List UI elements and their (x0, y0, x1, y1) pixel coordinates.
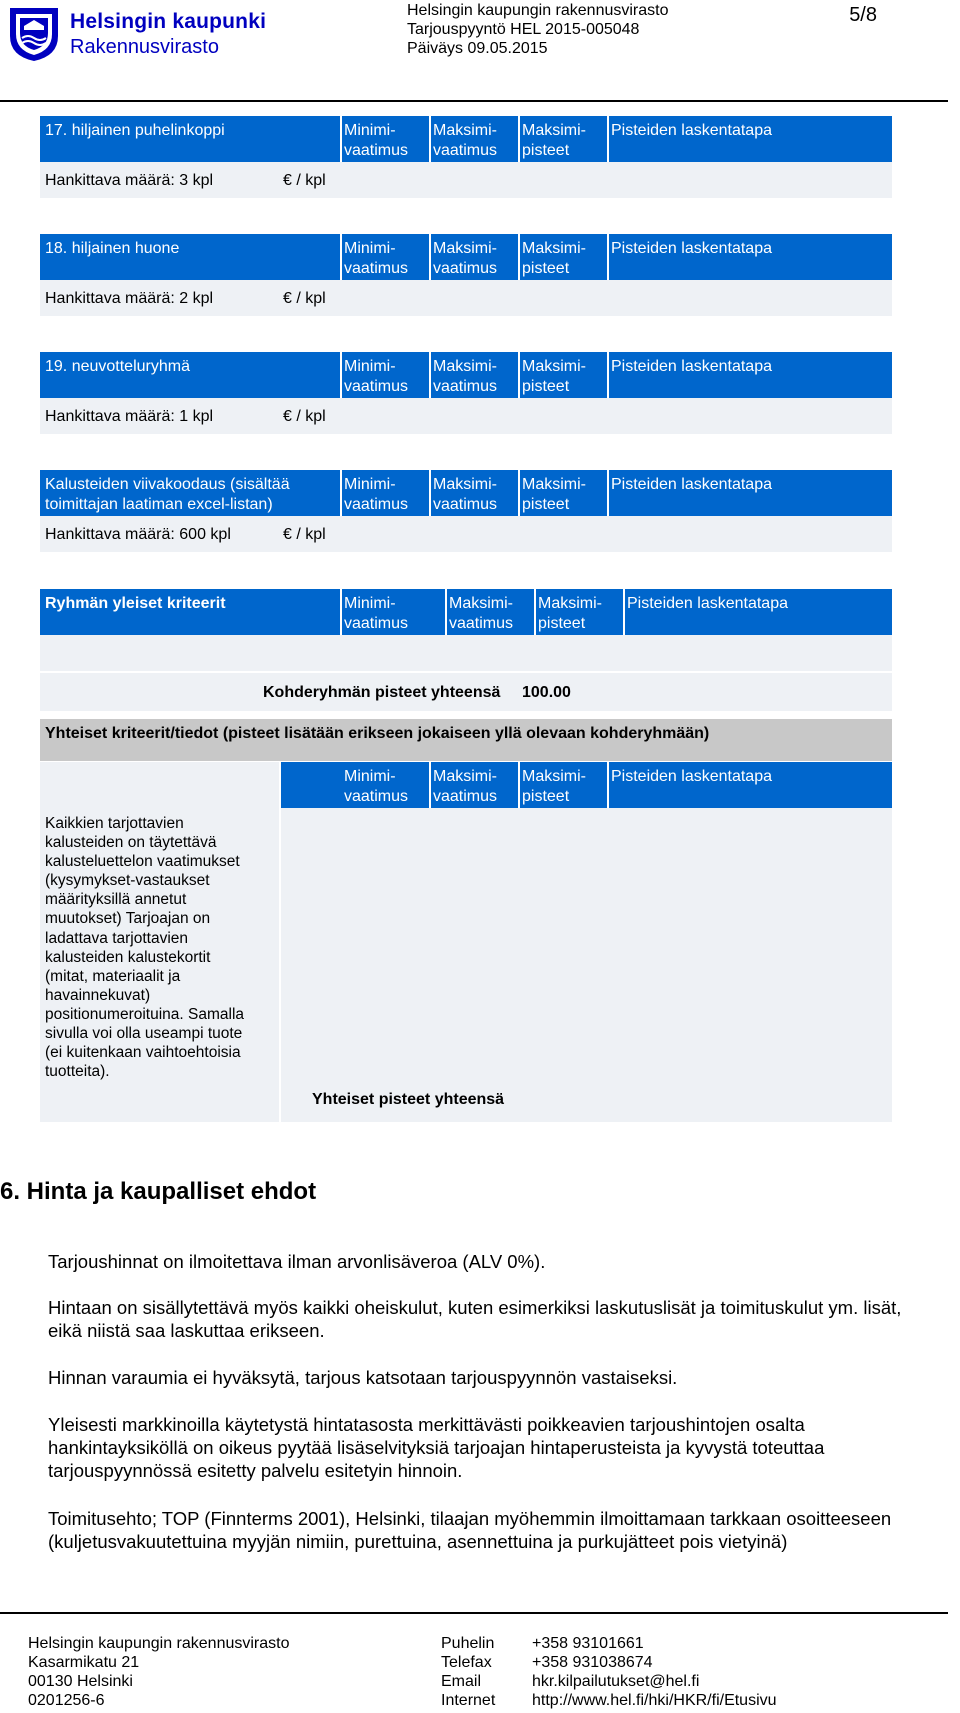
item-qty-row (40, 398, 892, 434)
footer-email-link[interactable]: hkr.kilpailutukset@hel.fi (532, 1673, 700, 1690)
item-header-row (40, 352, 892, 398)
max-points-header: Maksimi- pisteet (522, 476, 586, 513)
group-criteria-title: Ryhmän yleiset kriteerit (45, 595, 226, 612)
item-unit: € / kpl (283, 290, 326, 307)
header-reference: Tarjouspyyntö HEL 2015-005048 (407, 21, 640, 38)
scoring-method-header: Pisteiden laskentatapa (611, 240, 772, 257)
item-table-19 (40, 352, 892, 434)
item-qty-row (40, 280, 892, 316)
scoring-method-header: Pisteiden laskentatapa (611, 358, 772, 375)
group-criteria-header-row (40, 589, 892, 635)
item-quantity: Hankittava määrä: 1 kpl (45, 408, 214, 425)
paragraph-reservations: Hinnan varaumia ei hyväksytä, tarjous katsotaan tarjouspyynnön vastaiseksi. (48, 1367, 678, 1388)
group-criteria-table (40, 589, 892, 711)
max-points-header: Maksimi- pisteet (538, 595, 602, 632)
group-total-value: 100.00 (522, 684, 571, 701)
max-points-header: Maksimi- pisteet (522, 768, 586, 805)
logo-department: Rakennusvirasto (70, 36, 219, 58)
scoring-method-header: Pisteiden laskentatapa (611, 122, 772, 139)
item-header-row (40, 470, 892, 516)
item-title: 18. hiljainen huone (45, 240, 180, 257)
max-points-header: Maksimi- pisteet (522, 240, 586, 277)
paragraph-extra-costs: Hintaan on sisällytettävä myös kaikki oheiskulut, kuten esimerkiksi laskutuslisät ja toimituskulut ym. lisät, eikä niistä saa laskuttaa erikseen. (48, 1297, 902, 1341)
footer-fax: +358 931038674 (532, 1654, 653, 1671)
item-quantity: Hankittava määrä: 3 kpl (45, 172, 214, 189)
min-req-header: Minimi- vaatimus (344, 358, 409, 395)
common-criteria-header-row (279, 762, 892, 808)
item-unit: € / kpl (283, 526, 326, 543)
footer-website-link[interactable]: http://www.hel.fi/hki/HKR/fi/Etusivu (532, 1692, 777, 1709)
min-req-header: Minimi- vaatimus (344, 122, 409, 159)
common-criteria-description: Kaikkien tarjottavien kalusteiden on täytettävä kalusteluettelon vaatimukset (kysymykset-vastaukset määrityksillä annetut muutokset) Tarjoajan on ladattava tarjottavien kalusteiden kalustekortit (mitat, materiaalit ja havainnekuvat) positionumeroituina. Samalla sivulla voi olla useampi tuote (ei kuitenkaan vaihtoehtoisia tuotteita). (45, 815, 245, 1081)
paragraph-price-level: Yleisesti markkinoilla käytetystä hintatasosta merkittävästi poikkeavien tarjoushintojen osalta hankintayksiköllä on oikeus pyytää lisäselvityksiä tarjoajan hintaperusteista ja kyvystä toteuttaa tarjouspyynnössä esitetty palvelu esitetyin hinnoin. (48, 1414, 825, 1481)
item-title: 19. neuvotteluryhmä (45, 358, 190, 375)
footer-address: Helsingin kaupungin rakennusvirasto Kasarmikatu 21 00130 Helsinki 0201256-6 (28, 1635, 290, 1709)
scoring-method-header: Pisteiden laskentatapa (611, 476, 772, 493)
header-date: Päiväys 09.05.2015 (407, 40, 548, 57)
section-heading: 6. Hinta ja kaupalliset ehdot (0, 1178, 317, 1205)
max-req-header: Maksimi- vaatimus (433, 768, 498, 805)
page-number: 5/8 (849, 4, 877, 26)
max-points-header: Maksimi- pisteet (522, 358, 586, 395)
item-title: Kalusteiden viivakoodaus (sisältää toimittajan laatiman excel-listan) (45, 476, 290, 513)
max-req-header: Maksimi- vaatimus (433, 358, 498, 395)
footer-contact-labels: Puhelin Telefax Email Internet (441, 1635, 496, 1709)
footer-phone: +358 93101661 (532, 1635, 644, 1652)
group-total-label: Kohderyhmän pisteet yhteensä (263, 684, 501, 701)
max-points-header: Maksimi- pisteet (522, 122, 586, 159)
common-total-label: Yhteiset pisteet yhteensä (312, 1091, 505, 1108)
header-divider (0, 100, 948, 102)
max-req-header: Maksimi- vaatimus (433, 476, 498, 513)
paragraph-vat: Tarjoushinnat on ilmoitettava ilman arvonlisäveroa (ALV 0%). (48, 1251, 546, 1272)
group-criteria-empty-row (40, 635, 892, 671)
logo-city-name: Helsingin kaupunki (70, 10, 267, 33)
min-req-header: Minimi- vaatimus (344, 595, 409, 632)
item-title: 17. hiljainen puhelinkoppi (45, 122, 225, 139)
paragraph-delivery-terms: Toimitusehto; TOP (Finnterms 2001), Helsinki, tilaajan myöhemmin ilmoittamaan tarkkaan osoitteeseen (kuljetusvakuutettuina myyjän nimiin, purettuina, asennettuina ja purkujätteet pois vietyinä) (48, 1508, 892, 1552)
max-req-header: Maksimi- vaatimus (433, 122, 498, 159)
item-table-barcoding (40, 470, 892, 552)
helsinki-crest-icon (8, 6, 60, 62)
item-header-row (40, 116, 892, 162)
item-table-18 (40, 234, 892, 316)
max-req-header: Maksimi- vaatimus (449, 595, 514, 632)
item-quantity: Hankittava määrä: 2 kpl (45, 290, 214, 307)
item-qty-row (40, 162, 892, 198)
footer-divider (0, 1612, 948, 1614)
item-unit: € / kpl (283, 172, 326, 189)
common-criteria-title-bar (40, 719, 892, 761)
item-quantity: Hankittava määrä: 600 kpl (45, 526, 231, 543)
item-qty-row (40, 516, 892, 552)
item-header-row (40, 234, 892, 280)
item-unit: € / kpl (283, 408, 326, 425)
scoring-method-header: Pisteiden laskentatapa (627, 595, 788, 612)
header-organization: Helsingin kaupungin rakennusvirasto (407, 2, 669, 19)
common-criteria-title: Yhteiset kriteerit/tiedot (pisteet lisätään erikseen jokaiseen yllä olevaan kohderyhmään) (45, 725, 710, 742)
min-req-header: Minimi- vaatimus (344, 476, 409, 513)
group-total-row (40, 673, 892, 711)
item-table-17 (40, 116, 892, 198)
max-req-header: Maksimi- vaatimus (433, 240, 498, 277)
min-req-header: Minimi- vaatimus (344, 768, 409, 805)
scoring-method-header: Pisteiden laskentatapa (611, 768, 772, 785)
min-req-header: Minimi- vaatimus (344, 240, 409, 277)
common-criteria-table (40, 762, 892, 1122)
footer-contact-values (532, 1634, 777, 1710)
